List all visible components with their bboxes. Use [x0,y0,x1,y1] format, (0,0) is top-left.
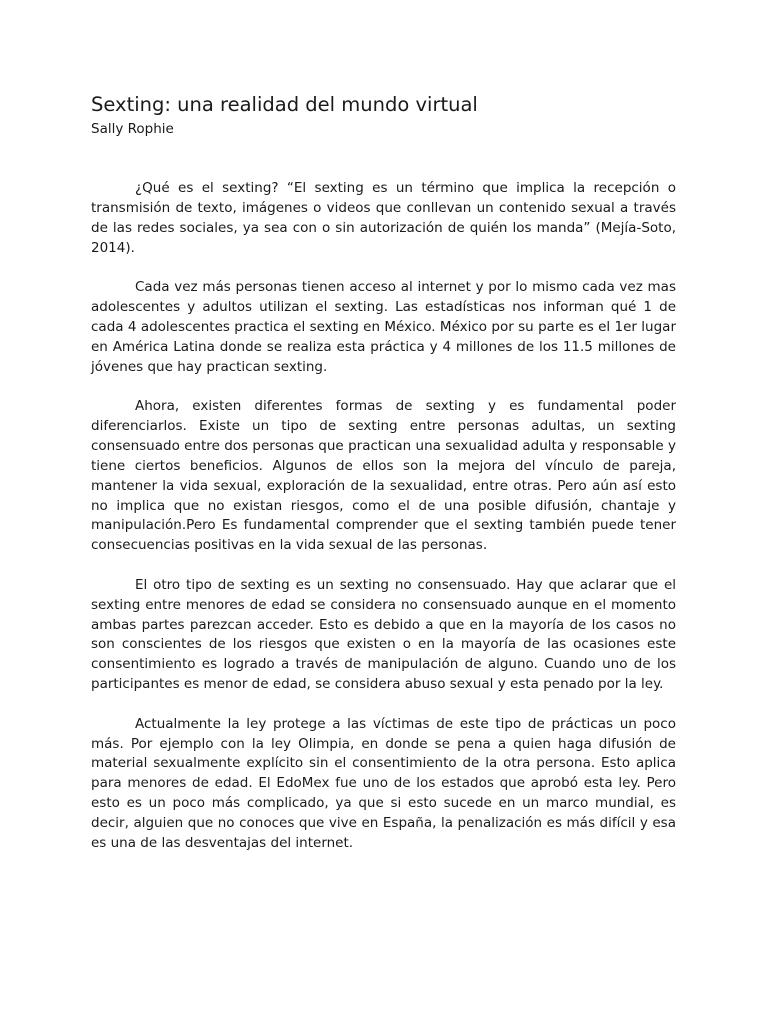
document-author: Sally Rophie [91,121,174,137]
paragraph-4: El otro tipo de sexting es un sexting no consensuado. Hay que aclarar que el sexting entre menores de edad se considera no consensuado aunque en el momento ambas partes parezcan acceder. Esto es debido a que en la mayoría de los casos no son conscientes de los riesgos que existen o en la mayoría de las ocasiones este consentimiento es logrado a través de manipulación de alguno. Cuando uno de los participantes es menor de edad, se considera abuso sexual y esta penado por la ley. [91,576,676,693]
paragraph-3: Ahora, existen diferentes formas de sexting y es fundamental poder diferenciarlos. Existe un tipo de sexting entre personas adultas, un sexting consensuado entre dos personas que practican una sexualidad adulta y responsable y tiene ciertos beneficios. Algunos de ellos son la mejora del vínculo de pareja, mantener la vida sexual, exploración de la sexualidad, entre otras. Pero aún así esto no implica que no existan riesgos, como el de una posible difusión, chantaje y manipulación.Pero Es fundamental comprender que el sexting también puede tener consecuencias positivas en la vida sexual de las personas. [91,398,676,554]
document-title: Sexting: una realidad del mundo virtual [91,93,478,116]
document-body [91,179,676,854]
paragraph-2: Cada vez más personas tienen acceso al internet y por lo mismo cada vez mas adolescentes y adultos utilizan el sexting. Las estadísticas nos informan qué 1 de cada 4 adolescentes practica el sexting en México. México por su parte es el 1er lugar en América Latina donde se realiza esta práctica y 4 millones de los 11.5 millones de jóvenes que hay practican sexting. [91,279,676,375]
paragraph-5: Actualmente la ley protege a las víctimas de este tipo de prácticas un poco más. Por ejemplo con la ley Olimpia, en donde se pena a quien haga difusión de material sexualmente explícito sin el consentimiento de la otra persona. Esto aplica para menores de edad. El EdoMex fue uno de los estados que aprobó esta ley. Pero esto es un poco más complicado, ya que si esto sucede en un marco mundial, es decir, alguien que no conoces que vive en España, la penalización es más difícil y esa es una de las desventajas del internet. [91,715,676,851]
document-content [91,92,676,874]
paragraph-1: ¿Qué es el sexting? “El sexting es un término que implica la recepción o transmisión de texto, imágenes o videos que conllevan un contenido sexual a través de las redes sociales, ya sea con o sin autorización de quién los manda” (Mejía-Soto, 2014). [91,180,676,256]
